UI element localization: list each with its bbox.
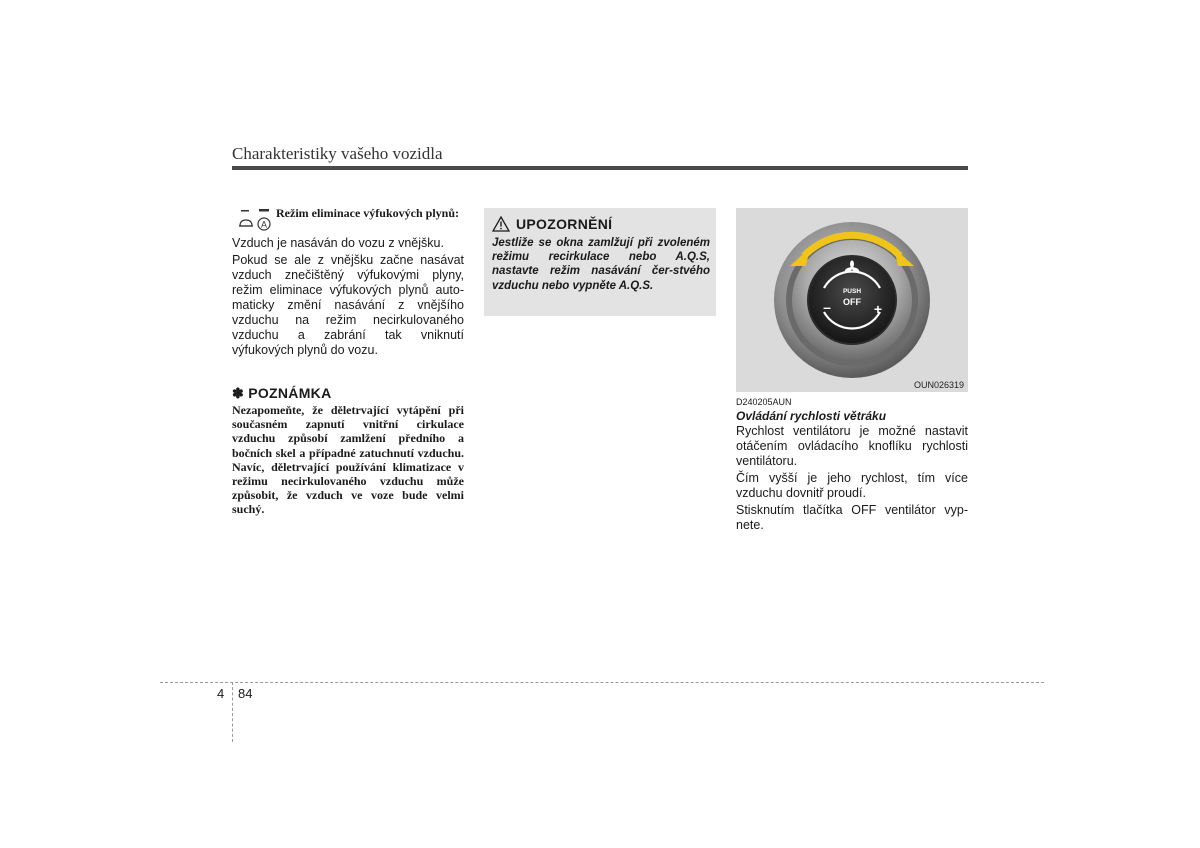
warning-body: Jestliže se okna zamlžují při zvoleném režimu recirkulace nebo A.Q.S, nastavte režim nasávání čer-stvého vzduchu nebo vypněte A.Q.S. — [492, 237, 710, 292]
paragraph: Vzduch je nasáván do vozu z vnějšku. — [232, 236, 444, 250]
warning-header — [492, 216, 612, 232]
exhaust-mode-text — [232, 236, 464, 360]
note-heading: ✽ POZNÁMKA — [232, 385, 332, 401]
photo-code: OUN026319 — [913, 380, 964, 390]
reference-code: D240205AUN — [736, 397, 792, 407]
paragraph: Rychlost ventilátoru je možné nastavit otáčením ovládacího knoflíku rychlosti ventilátoru. — [736, 424, 968, 468]
warning-title: UPOZORNĚNÍ — [516, 216, 613, 232]
svg-text:A: A — [260, 219, 268, 230]
warning-triangle-icon — [492, 216, 510, 232]
fan-knob-photo — [736, 208, 968, 392]
paragraph: Stisknutím tlačítka OFF ventilátor vyp-nete. — [736, 503, 968, 532]
note-body: Nezapomeňte, že děletrvající vytápění při současném zapnutí vnitřní cirkulace vzduchu způsobí zamlžení předního a bočních skel a případné zatuchnutí vzduchu. Navíc, děletrvající používání klimatizace v režimu necirkulovaného vzduchu může způsobit, že vzduch ve voze bude velmi suchý. — [232, 403, 464, 517]
exhaust-elimination-icon — [238, 208, 272, 234]
paragraph: Čím vyšší je jeho rychlost, tím více vzduchu dovnitř proudí. — [736, 471, 968, 500]
page-number: 84 — [238, 686, 253, 701]
fan-knob-illustration — [736, 208, 968, 392]
knob-plus-label: + — [873, 301, 883, 317]
footer-rule — [160, 682, 1044, 683]
knob-push-label: PUSH — [842, 288, 862, 295]
chapter-number: 4 — [217, 686, 225, 701]
fan-speed-heading: Ovládání rychlosti větráku — [736, 409, 887, 423]
exhaust-mode-title: Režim eliminace výfukových plynů: — [276, 206, 459, 220]
warning-box — [484, 208, 716, 316]
paragraph: Pokud se ale z vnějšku začne nasávat vzduch znečištěný výfukovými plyny, režim eliminace výfukových plynů auto-maticky změní nasávání z vnějšího vzduchu na režim necirkulovaného vzduchu a zabrání tak vniknutí výfukových plynů do vozu. — [232, 253, 464, 357]
fan-speed-text — [736, 424, 968, 535]
footer-divider — [232, 682, 233, 742]
knob-minus-label: – — [823, 299, 831, 315]
knob-off-label: OFF — [843, 297, 861, 307]
header-rule — [232, 166, 968, 170]
header-title: Charakteristiky vašeho vozidla — [232, 144, 443, 163]
exhaust-mode-block — [232, 206, 464, 230]
